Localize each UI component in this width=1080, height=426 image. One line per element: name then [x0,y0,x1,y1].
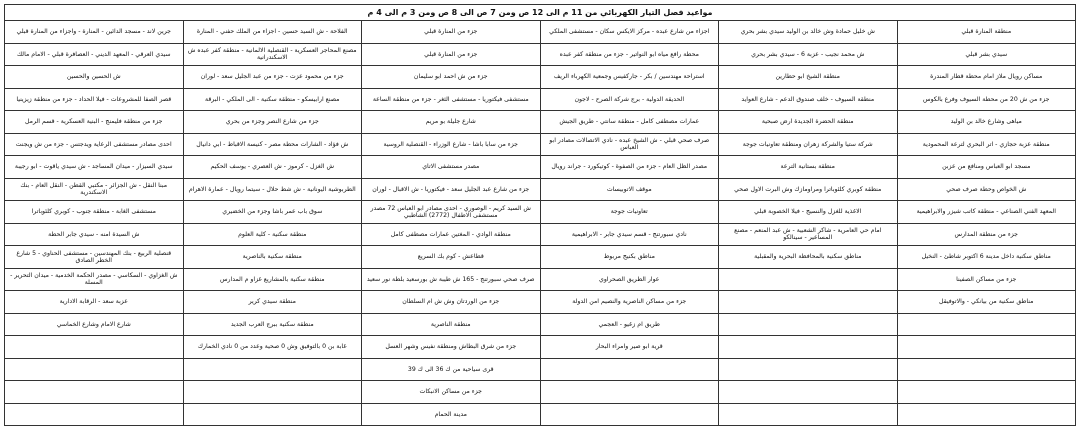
table-cell [5,336,184,359]
table-cell: الطربوشية اليونانية - ش شط حلال - سيتما رويال - عمارة الاهرام [183,178,362,201]
table-cell: ش الحسين والحسين [5,66,184,89]
table-cell: سيدي العرقي - المعهد الديني - العصافرة قبلي - الامام مالك [5,43,184,66]
table-cell: منطقة كوبري كلئوباترا ومراومازك وش البرت الاول صحي [719,178,898,201]
table-cell: منطقة عزبة حجازي - اتر البحري لترعة المحمودية [897,133,1076,156]
table-cell [897,313,1076,336]
table-cell: منطقة سكنية بالمشاريع غزاو م المدارس [183,268,362,291]
table-cell [183,381,362,404]
table-cell: ش السيدة امنه - سيدي جابر الحطة [5,223,184,246]
table-cell: طريق ام زغيو - العجمي [540,313,719,336]
table-row [5,291,1076,314]
table-cell: مياهى وشارع خالد بن الوليد [897,111,1076,134]
table-cell: منطقة سكنية بالناصرية [183,246,362,269]
table-cell: جزء من منطقة فليمنج - البنية العسكرية - قسم الرمل [5,111,184,134]
table-row [5,201,1076,224]
table-cell: قنصلية الربيع - بنك المهندسين - مستشفى الحناوي - 5 شارع الخطر الصادق [5,246,184,269]
table-row [5,111,1076,134]
table-cell: جرين لاند - مسجد الدائين - المنارة - واجزاء من المنارة قبلي [5,21,184,44]
table-cell: منطقة سكنية ببرج العرب الجديد [183,313,362,336]
table-cell: مناطق سكنية بالمحافظة البحرية والمقبلية [719,246,898,269]
table-cell: مصدر الظل العام - جزء من الصفوة - كوتيكورد - جراند رويال [540,156,719,179]
table-cell [540,381,719,404]
table-cell: عمارات مصطفى كامل - منطقة سانتي - طريق الجيش [540,111,719,134]
table-cell: قرية ابو صير وامراء البحار [540,336,719,359]
table-cell: منطقة سيدي كرير [183,291,362,314]
table-cell: جزء من شارع عبد الجليل سعد - فيكتوريا - ش الاقبال - لوران [362,178,541,201]
table-cell: صرف صحي قبلي - ش الشيخ عبده - نادي الاتصالات مصادر ابو العباس [540,133,719,156]
schedule-table [4,20,1076,426]
table-cell: قطاعش - كوم بك السريع [362,246,541,269]
table-row [5,21,1076,44]
table-row [5,178,1076,201]
table-cell: جزء من سابا باشا - شارع الوزراء - القنصلية الروسية [362,133,541,156]
table-cell: ش الخواص وحطة صرف صحي [897,178,1076,201]
table-cell: منطقة الحضرة الجديدة ارض صبحية [719,111,898,134]
table-cell [719,403,898,426]
table-cell: عوار الطريق الصحراوي [540,268,719,291]
table-cell: مصنع المحاجر العسكرية - القنصلية الالمانية - منطقة كفر عبده ش الاسكندرانية [183,43,362,66]
table-cell [719,268,898,291]
table-cell [897,336,1076,359]
table-cell: منطقة السيوف - خلف صندوق الدعم - شارع العوايد [719,88,898,111]
table-cell [719,336,898,359]
table-cell: جزء من منطقة المدارس [897,223,1076,246]
table-cell: قصر الصفا للمشروعات - فيلا الحداد - جزء من منطقة زيزينيا [5,88,184,111]
schedule-body [5,21,1076,426]
table-cell: منطقة الوادي - المغتين عمارات مصطفى كامل [362,223,541,246]
table-cell: منطقة سكنية - كلية العلوم [183,223,362,246]
table-cell: سوق باب عمر باشا وجزء من الخضيري [183,201,362,224]
table-cell: استراحة مهندسين / بكر - جاركفيس وجمعية الكهرباء الريف [540,66,719,89]
table-cell: امام حي العامرية - شاكر الشعبية - ش عبد المنعم - مصنع المساعير - سينالكو [719,223,898,246]
table-cell [897,381,1076,404]
table-cell: ش الغزاوي - السكاسي - مصدر الحكمة الخدمية - ميدان التحرير - المسلة [5,268,184,291]
table-cell: الحديقة الدولية - برج شركة الصرح - لاجون [540,88,719,111]
table-cell: اجزاء من شارع عبده - مركز الايكس سكان - مستشفى الملكي [540,21,719,44]
table-row [5,223,1076,246]
table-row [5,381,1076,404]
table-cell: منطقة المنارة قبلي [897,21,1076,44]
table-cell: جزء من المنارة قبلي [362,43,541,66]
table-cell [719,381,898,404]
table-cell: ش محمد نجيب - عزبة 6 - سيدي بشر بحري [719,43,898,66]
table-cell [5,403,184,426]
table-row [5,358,1076,381]
table-cell: مسجد ابو العباس ومنافع من عزبن [897,156,1076,179]
table-cell: جزء من ش 20 من محطة السيوف وفرع بالكوس [897,88,1076,111]
table-cell: مستشفى فيكتوريا - مستشفى الثغر - جزء من منطقة الساعة [362,88,541,111]
schedule-title: مواعيد فصل التيار الكهربائي من 11 م الى 12 ص ومن 7 ص الى 8 ص ومن 3 م الى 4 م [4,4,1076,20]
table-cell: احدى مصادر مستشفى الرعاية ويدجتس - جزء من ش ويجنت [5,133,184,156]
table-cell: مبنا النقل - ش الجزائر - مكتبي القطن - النقل العام - بنك الاسكندرية [5,178,184,201]
table-cell: جزء من شرق البطاش ومنطقة نفيس وشهر العسل [362,336,541,359]
table-row [5,88,1076,111]
table-cell: عزبة سعد - الرقابة الادارية [5,291,184,314]
table-cell [719,358,898,381]
table-cell: صرف صحي سبورتنج - 165 ش طيبة ش بورسعيد بلطة نور سعيد [362,268,541,291]
table-cell: مستشفى الغابة - منطقة جنوب - كوبري كلئوباترا [5,201,184,224]
table-cell: قرى سياحية من ك 36 الى ك 39 [362,358,541,381]
table-cell: شارع جليلة بو مريم [362,111,541,134]
table-cell: منطقة الشيخ ابو حطارين [719,66,898,89]
table-cell: المعهد الفني الصناعي - منطقة كاتب شيزر والابراهيمية [897,201,1076,224]
table-row [5,268,1076,291]
table-cell: موقف الاتوبيسات [540,178,719,201]
table-row [5,156,1076,179]
table-cell [183,358,362,381]
table-cell: جزء من محمود عزت - جزء من عبد الجليل سعد - لوران [183,66,362,89]
table-row [5,336,1076,359]
table-cell: جزء من مساكن الصفينا [897,268,1076,291]
table-cell: ش السيد كريم - الوصوري - احدى مصادر ابو العباس 72 مصدر مستشفى الاطفال (2772) الشاطبي [362,201,541,224]
table-cell: سيدي السيزار - ميدان المساجد - ش سيدي ياقوت - ابو رجيبة [5,156,184,179]
table-cell: منطقة الناصرية [362,313,541,336]
table-cell [897,358,1076,381]
table-cell: ش خليل حمادة وش خالد بن الوليد سيدي بشر بحري [719,21,898,44]
table-row [5,43,1076,66]
table-cell: جزء من مساكن الانبكات [362,381,541,404]
table-cell: شارع الامام وشارع الخماسي [5,313,184,336]
table-row [5,246,1076,269]
table-cell: شركة ستيا والشركة زهران ومنطقة تعاونيات جوجة [719,133,898,156]
table-cell [540,358,719,381]
table-cell: مناطق سكنية داخل مدينة 6 اكتوبر شاطئ - النخيل [897,246,1076,269]
table-cell: مساكن رويال ملاز امام محطة قطار المندرة [897,66,1076,89]
table-cell: سيدي بشر قبلي [897,43,1076,66]
table-row [5,66,1076,89]
table-cell: جزء من مساكن الناصرية والنصيم امن الدولة [540,291,719,314]
table-cell: ش فؤاد - الشارات محطة مصر - كنيسة الاقباط - ابي دانيال [183,133,362,156]
table-cell: مدينة الحمام [362,403,541,426]
table-row [5,403,1076,426]
table-cell: مناطق سكنية من بيانكي - والاتوفيقل [897,291,1076,314]
table-cell: منطقة بستانية الترعة [719,156,898,179]
table-cell [540,403,719,426]
table-cell: محطة رافع مياه ابو النواتير - جزء من منطقة كفر عبده [540,43,719,66]
table-cell [183,403,362,426]
table-cell: جزء من شارع النصر وجزء من بحري [183,111,362,134]
table-row [5,133,1076,156]
table-cell: الاغذية للغزل والنسيج - فيلا الخصوبة قبلي [719,201,898,224]
table-cell: مصنع ارابيسكو - منطقة سكنية - الى الملكي - البرقة [183,88,362,111]
table-cell [719,291,898,314]
table-cell [719,313,898,336]
table-cell: نادي سبورتنج - قسم سيدي جابر - الابراهيمية [540,223,719,246]
table-cell: مناطق بكنيج مربوط [540,246,719,269]
table-cell: جزء من الوردتان وش ش ام السلطان [362,291,541,314]
table-cell [5,358,184,381]
table-cell: ش الغزل - كرموز - ش العصري - يوسف الحكيم [183,156,362,179]
table-row [5,313,1076,336]
table-cell: تعاونيات جوجة [540,201,719,224]
table-cell: مصدر مستشفى الاتاي [362,156,541,179]
table-cell [897,403,1076,426]
table-cell: جزء من المنارة قبلي [362,21,541,44]
table-cell [5,381,184,404]
table-cell: جزء من ش احمد ابو سليمان [362,66,541,89]
table-cell: الفلاحة - ش السيد حسين - اجزاء من الملك حفني - المنارة [183,21,362,44]
table-cell: غابة بن 0 بالتوفيق وش 0 صحية وعدد من 0 نادي الخمارك [183,336,362,359]
